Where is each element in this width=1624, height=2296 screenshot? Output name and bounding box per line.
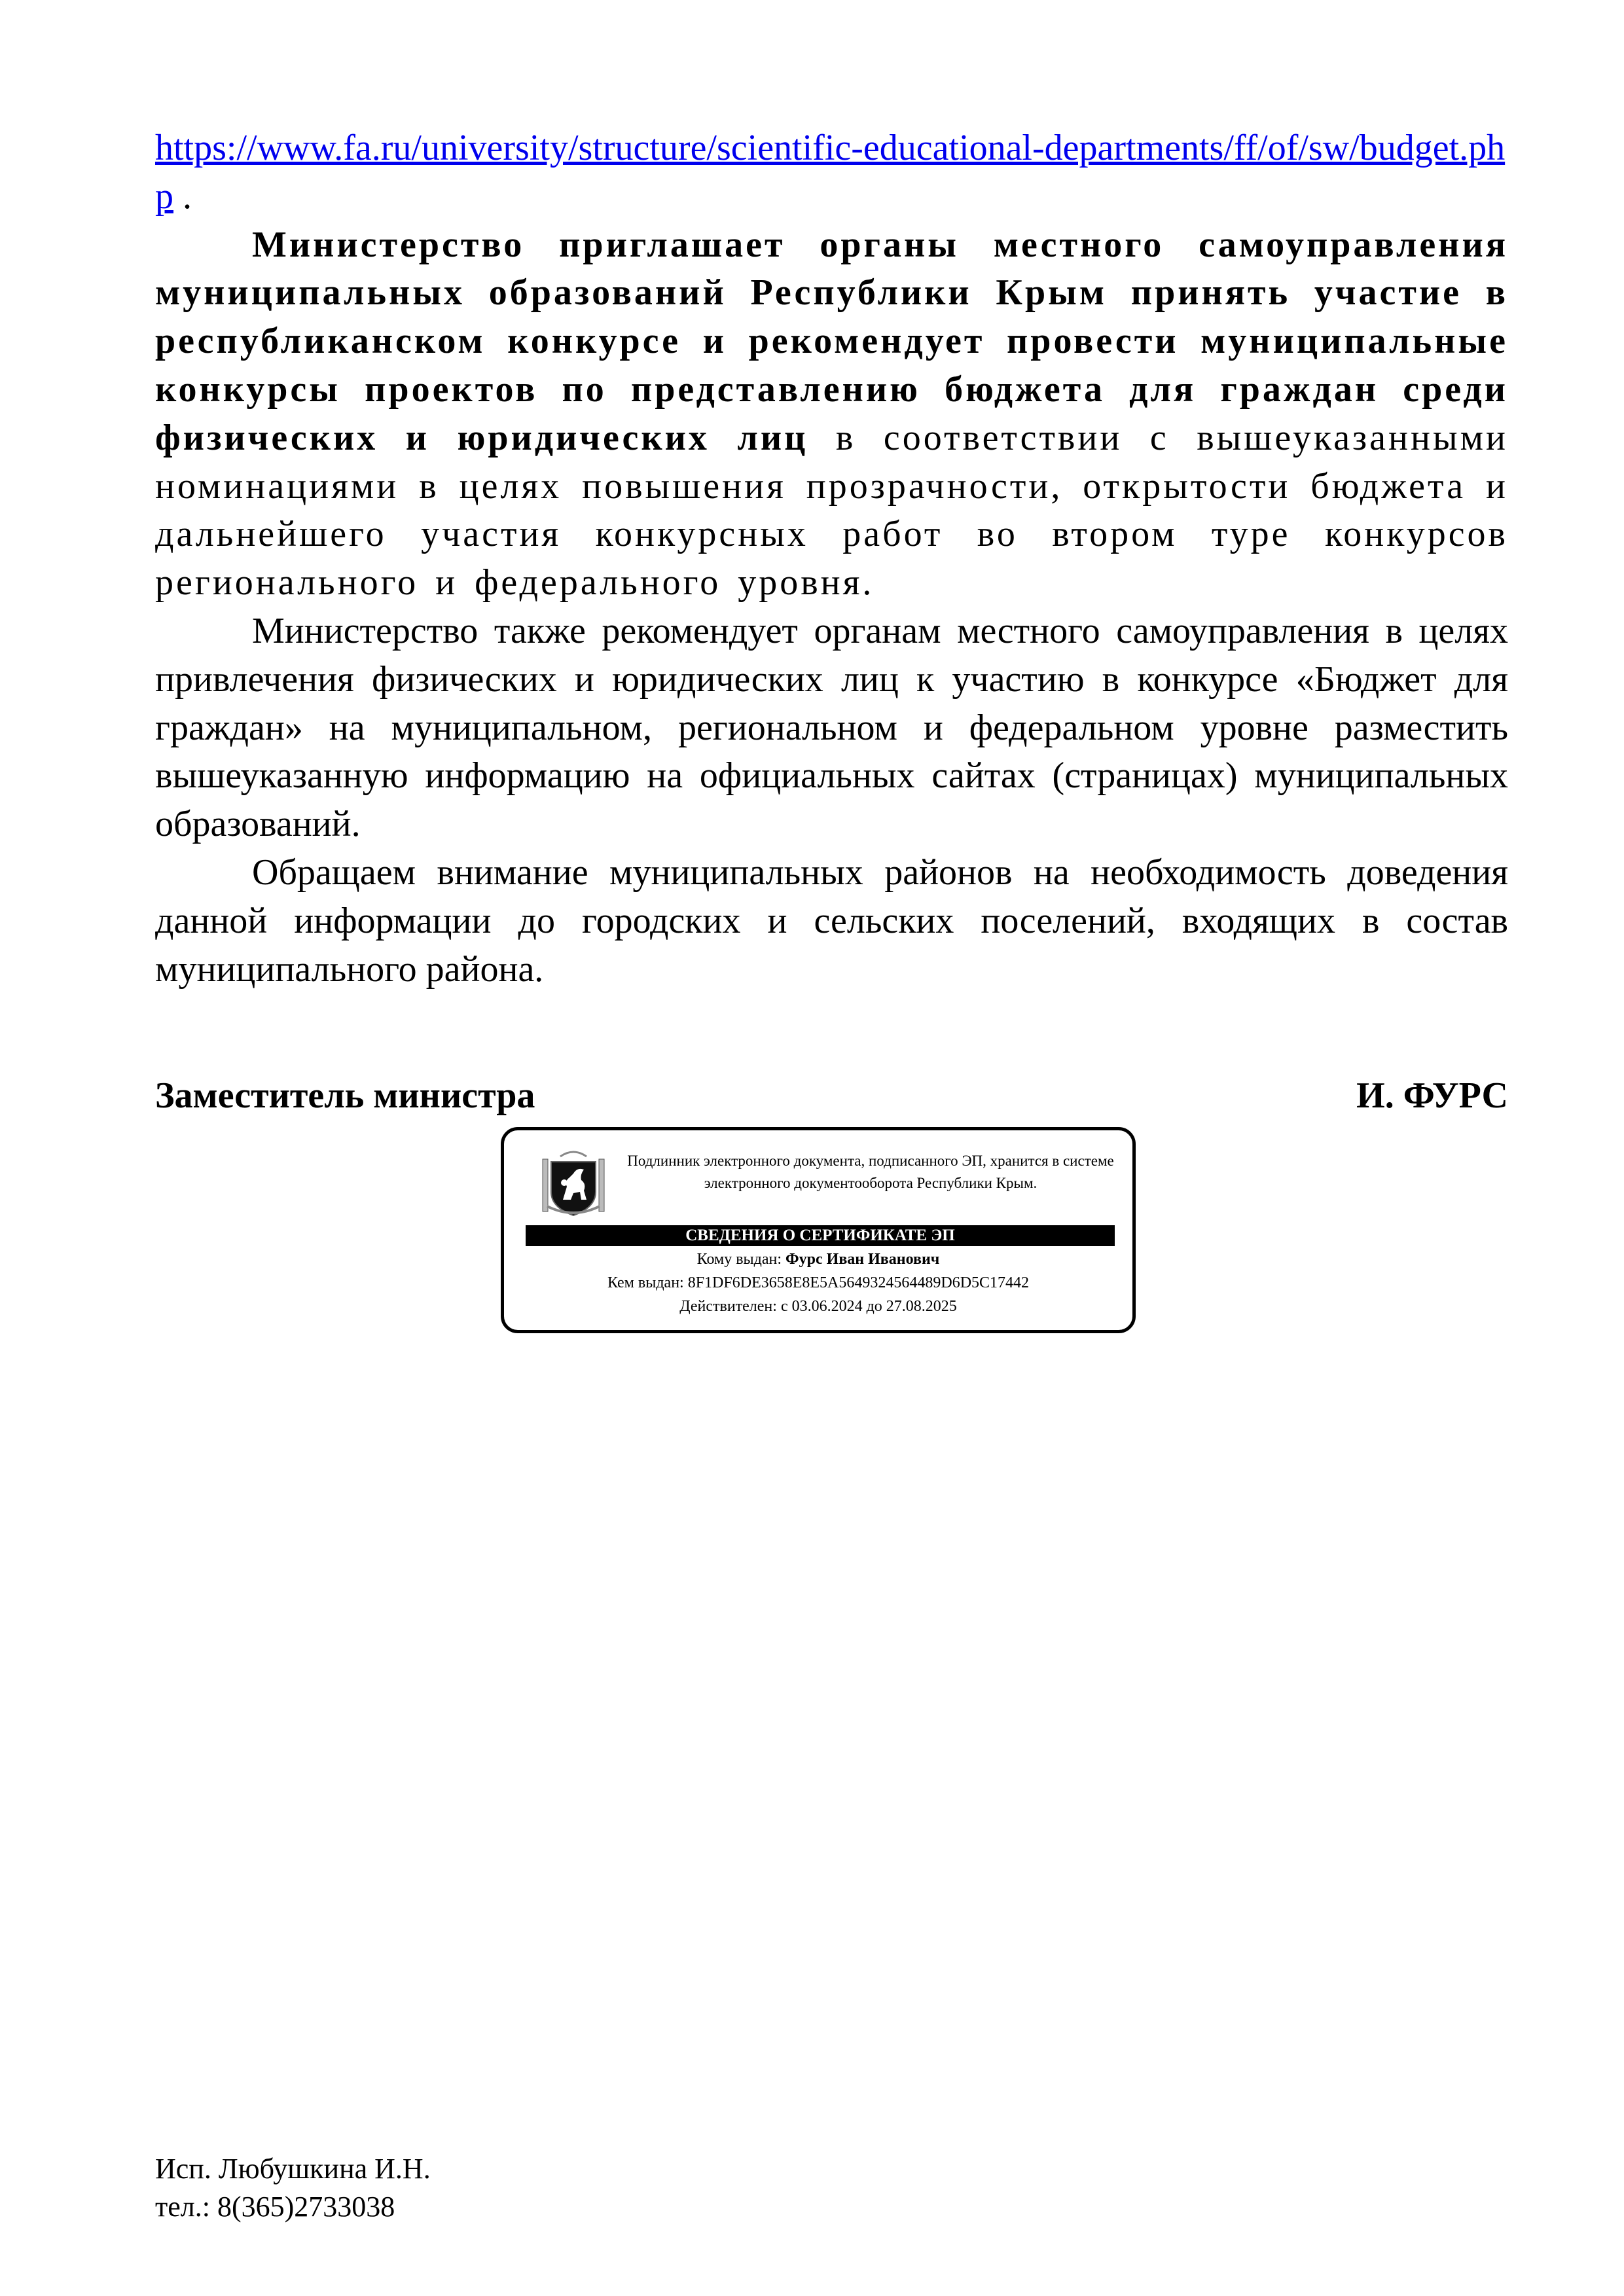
certificate-header: СВЕДЕНИЯ О СЕРТИФИКАТЕ ЭП [526,1225,1115,1246]
validity: Действителен: с 03.06.2024 до 27.08.2025 [679,1298,957,1315]
paragraph-1 [155,221,1508,607]
issued-to [504,1251,1132,1268]
issued-by [504,1274,1132,1292]
issued-by-value: 8F1DF6DE3658E8E5A5649324564489D6D5C17442 [687,1274,1030,1291]
signer-name: И. ФУРС [1356,1075,1508,1116]
link-trailing: . [173,175,192,217]
paragraph-1-bold: Министерство приглашает органы местного самоуправления муниципальных образований Республики Крым принять участие в республиканском конкурсе и рекомендует провести муниципальные конкурсы проектов по представлению бюджета для граждан среди физических и юридических лиц [155,224,1508,458]
signature-line [155,1075,1508,1117]
paragraph-3: Обращаем внимание муниципальных районов на необходимость доведения данной информации до городских и сельских поселений, входящих в состав муниципального района. [155,852,1508,990]
issued-to-label: Кому выдан: [696,1251,786,1268]
executor: Исп. Любушкина И.Н. [155,2153,431,2185]
link-paragraph [155,124,1508,221]
phone: тел.: 8(365)2733038 [155,2191,395,2223]
paragraph-2: Министерство также рекомендует органам местного самоуправления в целях привлечения физических и юридических лиц к участию в конкурсе «Бюджет для граждан» на муниципальном, региональном и федеральном уровне разместить вышеуказанную информацию на официальных сайтах (страницах) муниципальных образований. [155,610,1508,845]
issued-by-label: Кем выдан: [607,1274,688,1291]
stamp-notice: Подлинник электронного документа, подписанного ЭП, хранится в системе электронного документооборота Республики Крым. [627,1153,1114,1191]
signer-position: Заместитель министра [155,1075,535,1116]
crimea-coat-of-arms-icon [541,1147,606,1219]
e-signature-stamp [501,1127,1136,1333]
paragraph-1-rest: в соответствии с вышеуказанными номинациями в целях повышения прозрачности, открытости бюджета и дальнейшего участия конкурсных работ во втором туре конкурсов регионального и федерального уровня. [155,417,1509,603]
budget-link[interactable]: https://www.fa.ru/university/structure/scientific-educational-departments/ff/of/sw/budget.php [155,128,1506,217]
footer [155,2150,431,2226]
document-body [155,124,1508,994]
issued-to-name: Фурс Иван Иванович [785,1251,940,1268]
